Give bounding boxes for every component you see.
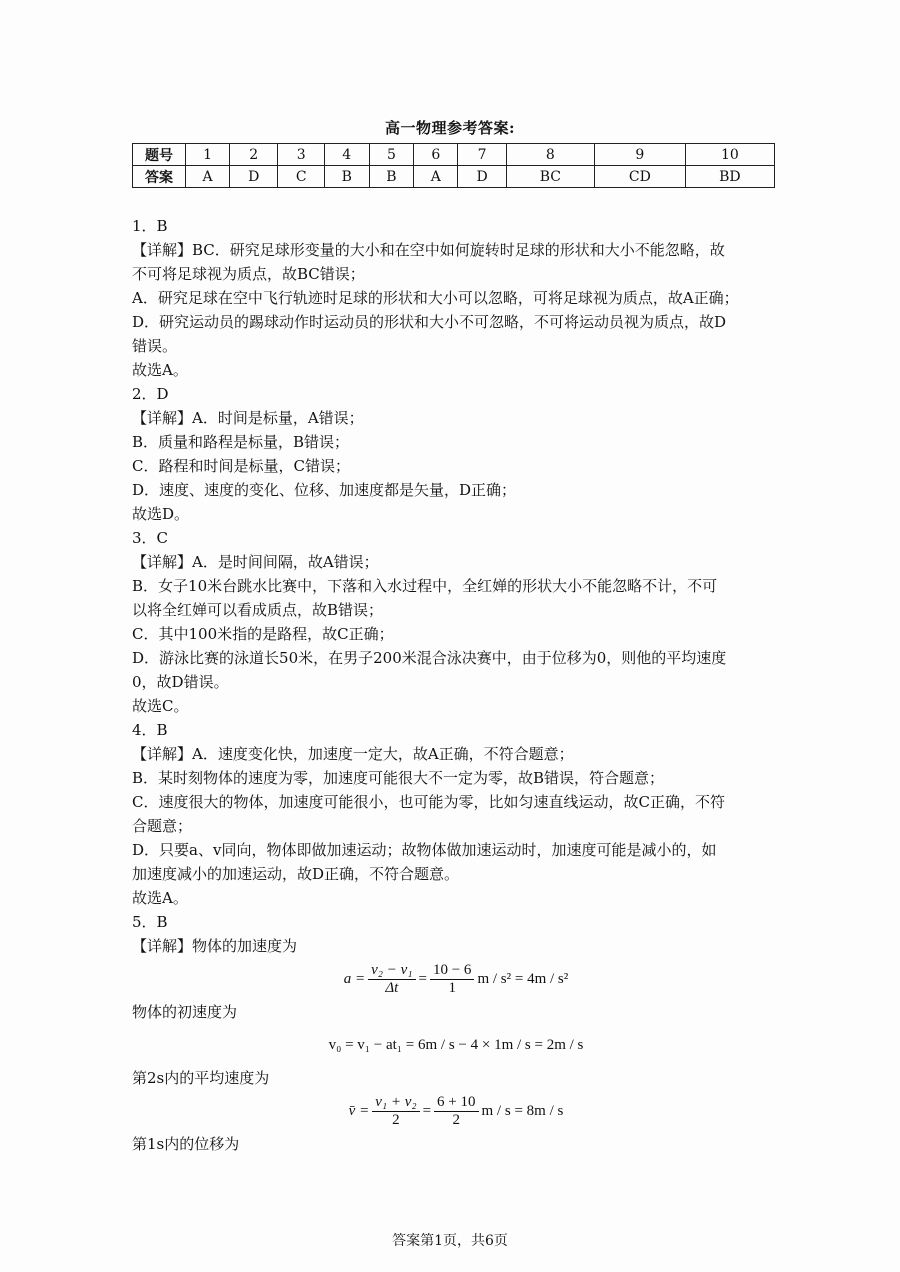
text-line: 故选D。 <box>132 505 190 523</box>
table-cell-number: 1 <box>186 144 230 166</box>
text-line: B．某时刻物体的速度为零，加速度可能很大不一定为零，故B错误，符合题意； <box>132 769 665 787</box>
table-cell-answer: BC <box>506 166 594 188</box>
table-cell-number: 8 <box>506 144 594 166</box>
text-line: D．研究运动员的踢球动作时运动员的形状和大小不可忽略，不可将运动员视为质点，故D <box>132 313 727 331</box>
table-cell-answer: B <box>324 166 369 188</box>
fraction-denominator: Δt <box>385 979 399 996</box>
page-footer: 答案第1页，共6页 <box>392 1233 508 1249</box>
text-line: 【详解】物体的加速度为 <box>132 937 298 955</box>
formula-rhs: m / s = 8m / s <box>481 1102 564 1119</box>
formula-rhs: m / s² = 4m / s² <box>477 970 569 987</box>
text-line: 2．D <box>132 385 169 403</box>
text-line: C．其中100米指的是路程，故C正确； <box>132 625 394 643</box>
formula-initial-velocity <box>132 1024 780 1066</box>
table-cell-answer: B <box>369 166 414 188</box>
text-line: 物体的初速度为 <box>132 1003 238 1021</box>
text-line: 故选A。 <box>132 889 188 907</box>
equals-sign: = <box>422 1102 432 1119</box>
text-line: C．路程和时间是标量，C错误； <box>132 457 350 475</box>
fraction-numerator: 6 + 10 <box>434 1094 478 1112</box>
text-line: D．只要a、v同向，物体即做加速运动；故物体做加速运动时，加速度可能是减小的，如 <box>132 841 717 859</box>
formula-acceleration <box>132 958 780 1000</box>
formula-lhs: v̄ = <box>348 1102 370 1119</box>
fraction-denominator: 2 <box>392 1111 400 1128</box>
table-cell-number: 2 <box>230 144 278 166</box>
table-cell-number: 10 <box>685 144 774 166</box>
text-line: D．游泳比赛的泳道长50米，在男子200米混合泳决赛中，由于位移为0，则他的平均速度 <box>132 649 727 667</box>
fraction-numerator: v₁ + v₂ <box>372 1094 419 1112</box>
fraction <box>372 1094 419 1129</box>
text-line: 不可将足球视为质点，故BC错误； <box>132 265 365 283</box>
text-line: B．质量和路程是标量，B错误； <box>132 433 350 451</box>
table-cell-answer: D <box>230 166 278 188</box>
table-cell-answer: A <box>186 166 230 188</box>
table-cell-number: 3 <box>278 144 324 166</box>
text-line: 故选A。 <box>132 361 188 379</box>
text-line: 【详解】A．时间是标量，A错误； <box>132 409 364 427</box>
fraction <box>434 1094 478 1129</box>
text-line: 故选C。 <box>132 697 189 715</box>
text-line: 第1s内的位移为 <box>132 1135 240 1153</box>
text-line: 【详解】A．速度变化快，加速度一定大，故A正确，不符合题意； <box>132 745 574 763</box>
text-line: 以将全红婵可以看成质点，故B错误； <box>132 601 384 619</box>
fraction-denominator: 2 <box>452 1111 461 1128</box>
text-line: 加速度减小的加速运动，故D正确，不符合题意。 <box>132 865 460 883</box>
text-line: 5．B <box>132 913 168 931</box>
text-line: B．女子10米台跳水比赛中，下落和入水过程中，全红婵的形状大小不能忽略不计，不可 <box>132 577 718 595</box>
answer-table <box>132 143 775 188</box>
text-line: C．速度很大的物体，加速度可能很小，也可能为零，比如匀速直线运动，故C正确，不符 <box>132 793 725 811</box>
table-cell-number: 9 <box>594 144 685 166</box>
fraction <box>368 962 415 997</box>
formula-lhs: a = <box>343 970 366 987</box>
text-line: 【详解】BC．研究足球形变量的大小和在空中如何旋转时足球的形状和大小不能忽略，故 <box>132 241 725 259</box>
text-line: A．研究足球在空中飞行轨迹时足球的形状和大小可以忽略，可将足球视为质点，故A正确； <box>132 289 739 307</box>
table-cell-answer: C <box>278 166 324 188</box>
text-line: 合题意； <box>132 817 193 835</box>
table-cell-number: 5 <box>369 144 414 166</box>
fraction-numerator: 10 − 6 <box>430 962 474 980</box>
text-line: 错误。 <box>132 337 178 355</box>
text-line: 4．B <box>132 721 168 739</box>
table-cell-answer: BD <box>685 166 774 188</box>
text-line: 3．C <box>132 529 169 547</box>
table-cell-answer: A <box>414 166 458 188</box>
fraction-numerator: v₂ − v₁ <box>368 962 415 980</box>
page-title: 高一物理参考答案: <box>384 119 516 137</box>
row-label-number: 题号 <box>133 144 186 166</box>
text-line: 第2s内的平均速度为 <box>132 1069 270 1087</box>
formula-text: v₀ = v₁ − at₁ = 6m / s − 4 × 1m / s = 2m / s <box>328 1036 584 1053</box>
table-cell-number: 4 <box>324 144 369 166</box>
equals-sign: = <box>418 970 427 987</box>
fraction-denominator: 1 <box>448 979 456 996</box>
table-cell-answer: CD <box>594 166 685 188</box>
text-line: 0，故D错误。 <box>132 673 229 691</box>
text-line: D．速度、速度的变化、位移、加速度都是矢量，D正确； <box>132 481 517 499</box>
formula-average-velocity <box>132 1090 780 1132</box>
text-line: 【详解】A．是时间间隔，故A错误； <box>132 553 379 571</box>
solution-body <box>132 214 780 1156</box>
table-cell-number: 7 <box>458 144 506 166</box>
answer-row <box>133 166 775 188</box>
row-label-answer: 答案 <box>133 166 186 188</box>
fraction <box>430 962 474 997</box>
table-cell-answer: D <box>458 166 506 188</box>
table-cell-number: 6 <box>414 144 458 166</box>
text-line: 1．B <box>132 217 168 235</box>
question-number-row <box>133 144 775 166</box>
